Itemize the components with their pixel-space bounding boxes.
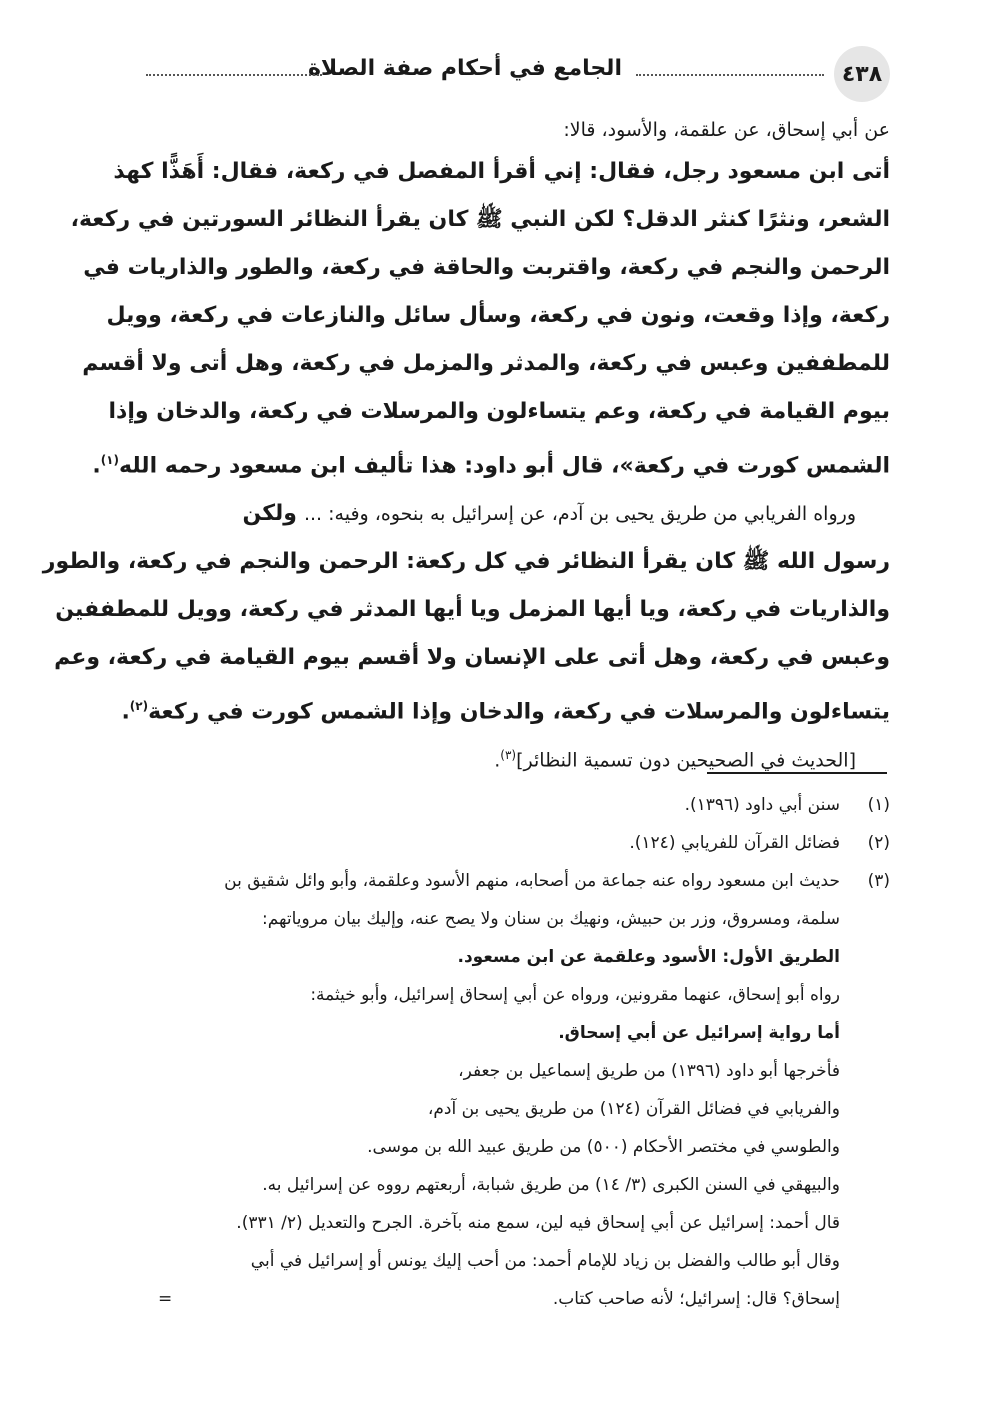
footnote-text: سنن أبي داود (١٣٩٦). [684, 795, 840, 815]
text-line [146, 490, 890, 538]
footnote-line: قال أحمد: إسرائيل عن أبي إسحاق فيه لين، سمع منه بآخرة. الجرح والتعديل (٢/ ٣٣١). [236, 1213, 840, 1233]
header-dotted-rule [636, 74, 824, 76]
footnote-text: إسحاق؟ قال: إسرائيل؛ لأنه صاحب كتاب. [552, 1289, 840, 1309]
hadith-line [92, 436, 890, 490]
punctuation: . [121, 699, 130, 725]
footnote-line: رواه أبو إسحاق، عنهما مقرونين، ورواه عن أبي إسحاق إسرائيل، وأبو خيثمة: [310, 985, 840, 1005]
hadith-line: أتى ابن مسعود رجل، فقال: إني أقرأ المفصل في ركعة، فقال: أَهَذًّا كهذ [113, 159, 890, 184]
page-header [146, 46, 890, 102]
hadith-line [121, 682, 890, 736]
footnote-line: والطوسي في مختصر الأحكام (٥٠٠) من طريق عبيد الله بن موسى. [367, 1137, 840, 1157]
footnote-number: (٢) [867, 833, 890, 853]
footnote-line: سلمة، ومسروق، وزر بن حبيش، ونهيك بن سنان ولا يصح عنه، وإليك بيان مروياتهم: [261, 909, 840, 929]
footnote-line [146, 1280, 890, 1318]
book-title: الجامع في أحكام صفة الصلاة [307, 56, 622, 81]
footnote-line: والبيهقي في السنن الكبرى (٣/ ١٤) من طريق شبابة، أربعتهم رووه عن إسرائيل به. [262, 1175, 840, 1195]
footnotes [146, 786, 890, 1318]
hadith-line: بيوم القيامة في ركعة، وعم يتساءلون والمرسلات في ركعة، والدخان وإذا [108, 399, 890, 424]
hadith-line: وعبس في ركعة، وهل أتى على الإنسان ولا أقسم بيوم القيامة في ركعة، وعم [54, 645, 890, 671]
footnote-heading: الطريق الأول: الأسود وعلقمة عن ابن مسعود. [457, 947, 840, 967]
header-dotted-rule [146, 74, 322, 76]
punctuation: . [92, 453, 101, 479]
hadith-text: يتساءلون والمرسلات في ركعة، والدخان وإذا الشمس كورت في ركعة [148, 699, 890, 725]
hadith-line: الشعر، ونثرًا كنثر الدقل؟ لكن النبي ﷺ كان يقرأ النظائر السورتين في ركعة، [70, 207, 890, 232]
plain-text: ورواه الفريابي من طريق يحيى بن آدم، عن إسرائيل به بنحوه، وفيه: ... [303, 503, 856, 526]
hadith-line: والذاريات في ركعة، ويا أيها المزمل ويا أيها المدثر في ركعة، وويل للمطففين [55, 597, 890, 623]
footnote-ref[interactable]: (١) [100, 453, 119, 467]
footnote-item [146, 824, 890, 862]
hadith-text: الشمس كورت في ركعة»، قال أبو داود: هذا تأليف ابن مسعود رحمه الله [118, 453, 890, 479]
footnote-heading: أما رواية إسرائيل عن أبي إسحاق. [558, 1023, 840, 1043]
punctuation: . [494, 748, 501, 771]
hadith-line: الرحمن والنجم في ركعة، واقتربت والحاقة في ركعة، والطور والذاريات في [83, 255, 890, 280]
footnote-line: والفريابي في فضائل القرآن (١٢٤) من طريق يحيى بن آدم، [427, 1099, 840, 1119]
footnote-number: (١) [867, 795, 890, 815]
footnote-text: فضائل القرآن للفريابي (١٢٤). [629, 833, 840, 853]
footnote-ref[interactable]: (٣) [500, 747, 517, 762]
footnote-ref[interactable]: (٢) [129, 699, 149, 714]
footnote-number: (٣) [867, 871, 890, 891]
hadith-line: للمطففين وعبس في ركعة، والمدثر والمزمل في ركعة، وهل أتى ولا أقسم [82, 351, 890, 376]
note-text: [الحديث في الصحيحين دون تسمية النظائر] [516, 748, 856, 771]
hadith-line: رسول الله ﷺ كان يقرأ النظائر في كل ركعة: الرحمن والنجم في ركعة، والطور [42, 549, 890, 575]
hadith-text: ولكن [242, 501, 297, 527]
footnote-item [146, 786, 890, 824]
footnote-line: وقال أبو طالب والفضل بن زياد للإمام أحمد: من أحب إليك يونس أو إسرائيل في أبي [250, 1251, 840, 1271]
hadith-line: ركعة، وإذا وقعت، ونون في ركعة، وسأل سائل والنازعات في ركعة، وويل [106, 303, 890, 328]
footnote-separator [707, 772, 887, 774]
continuation-mark: = [158, 1289, 173, 1309]
main-text [42, 112, 890, 778]
page-number: ٤٣٨ [834, 46, 890, 102]
text-line: عن أبي إسحاق، عن علقمة، والأسود، قالا: [563, 119, 890, 141]
footnote-item [146, 862, 890, 900]
footnote-line: فأخرجها أبو داود (١٣٩٦) من طريق إسماعيل بن جعفر، [458, 1061, 840, 1081]
footnote-text: حديث ابن مسعود رواه عنه جماعة من أصحابه، منهم الأسود وعلقمة، وأبو وائل شقيق بن [224, 871, 840, 891]
